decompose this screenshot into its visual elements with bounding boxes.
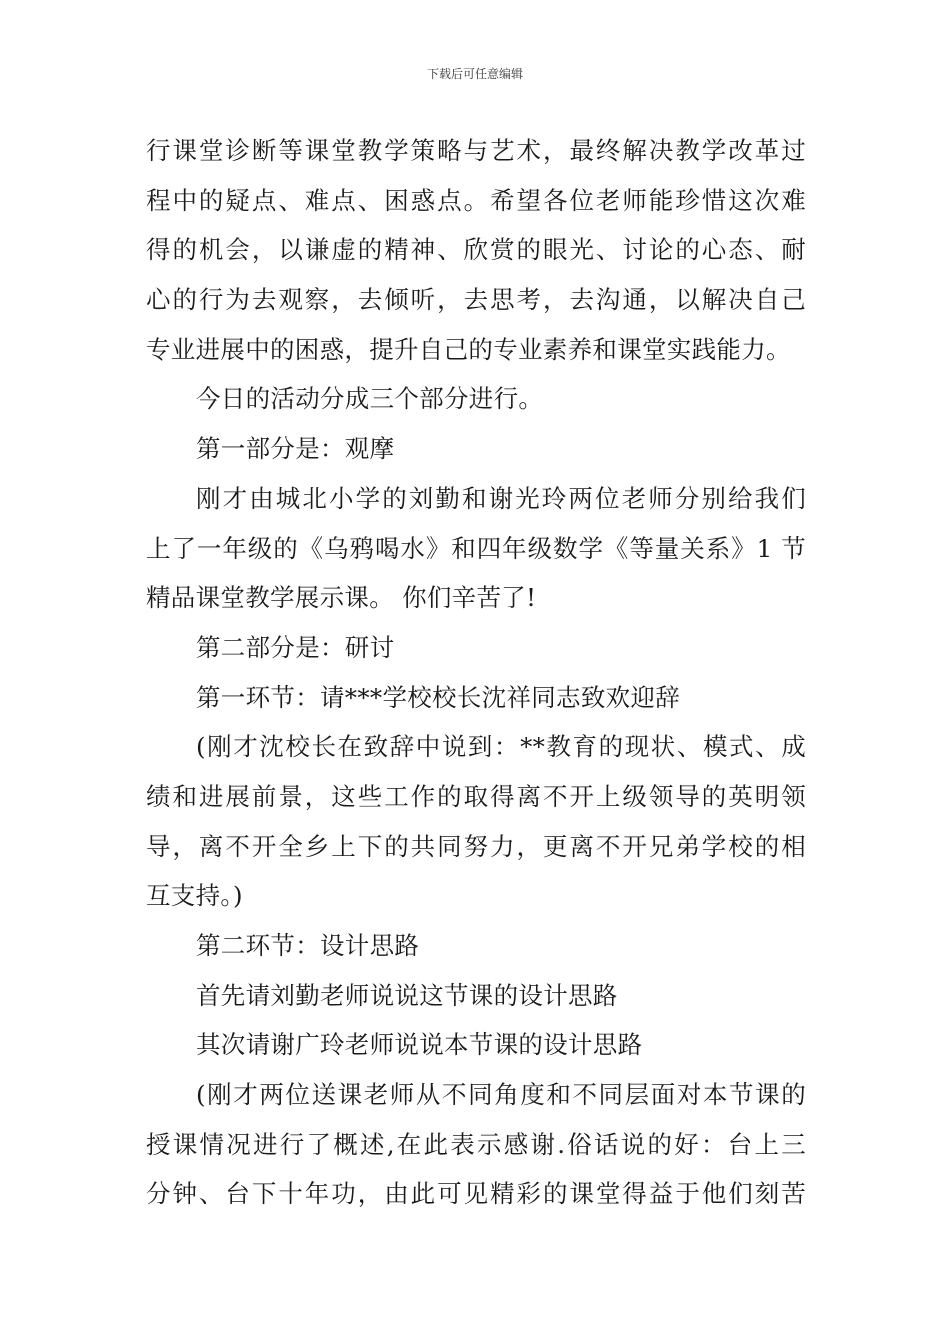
step-heading: 第二环节：设计思路 <box>196 931 420 960</box>
text-line: 上了一年级的《乌鸦喝水》和四年级数学《等量关系》1 节 <box>146 533 806 563</box>
paragraph-line: 刚才由城北小学的刘勤和谢光玲两位老师分别给我们 <box>196 483 806 513</box>
text-line: 行课堂诊断等课堂教学策略与艺术，最终解决教学改革过 <box>146 136 806 165</box>
page-header: 下载后可任意编辑 <box>426 67 523 81</box>
section-heading: 第一部分是：观摩 <box>196 434 395 464</box>
text-line: 精品课堂教学展示课。 你们辛苦了! <box>146 583 537 613</box>
document-body <box>146 126 806 1219</box>
text-line: 互支持。) <box>146 881 243 911</box>
text-line: 分钟、台下十年功，由此可见精彩的课堂得益于他们刻苦 <box>146 1179 806 1209</box>
paragraph-line: 首先请刘勤老师说说这节课的设计思路 <box>196 980 618 1010</box>
text-line: 绩和进展前景，这些工作的取得离不开上级领导的英明领 <box>146 781 806 811</box>
paragraph-line: 其次请谢广玲老师说说本节课的设计思路 <box>196 1030 643 1060</box>
paragraph-line: (刚才沈校长在致辞中说到：**教育的现状、模式、成 <box>196 732 806 762</box>
text-line: 得的机会，以谦虚的精神、欣赏的眼光、讨论的心态、耐 <box>146 235 806 265</box>
text-line: 程中的疑点、难点、困惑点。希望各位老师能珍惜这次难 <box>146 185 806 215</box>
text-line: 心的行为去观察，去倾听，去思考，去沟通，以解决自己 <box>146 285 806 315</box>
text-line: 授课情况进行了概述,在此表示感谢.俗话说的好：台上三 <box>146 1129 806 1159</box>
paragraph-line: (刚才两位送课老师从不同角度和不同层面对本节课的 <box>196 1080 806 1110</box>
section-heading: 第二部分是：研讨 <box>196 632 395 662</box>
text-line: 专业进展中的困惑，提升自己的专业素养和课堂实践能力。 <box>146 334 791 364</box>
text-line: 导，离不开全乡上下的共同努力，更离不开兄弟学校的相 <box>146 831 806 861</box>
step-heading: 第一环节：请***学校校长沈祥同志致欢迎辞 <box>196 682 681 712</box>
paragraph-line: 今日的活动分成三个部分进行。 <box>196 384 544 414</box>
